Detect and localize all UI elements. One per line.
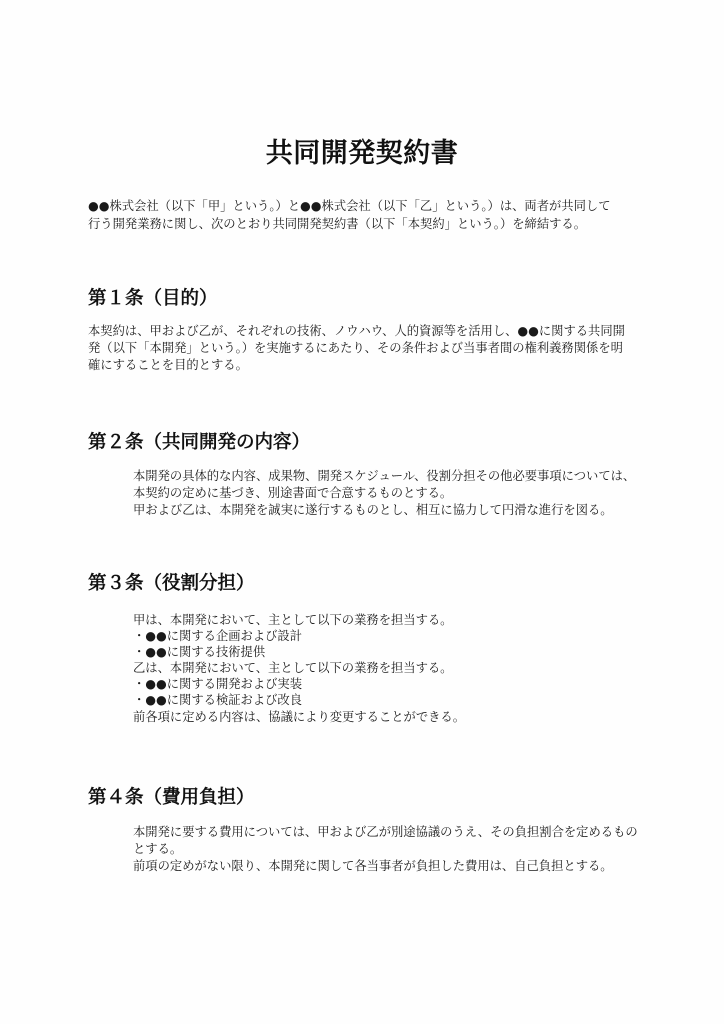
intro-line: 行う開発業務に関し、次のとおり共同開発契約書（以下「本契約」という。）を締結する。 xyxy=(88,217,587,231)
article-4-body xyxy=(133,824,638,875)
article-line: 本開発に要する費用については、甲および乙が別途協議のうえ、その負担割合を定めるもの xyxy=(133,825,638,839)
article-1-body xyxy=(88,323,625,374)
article-line: 乙は、本開発において、主として以下の業務を担当する。 xyxy=(133,661,453,676)
intro-line: ●●株式会社（以下「甲」という。）と●●株式会社（以下「乙」という。）は、両者が共同して xyxy=(88,199,611,213)
bullet-item: ・●●に関する技術提供 xyxy=(133,645,266,660)
article-line: 前各項に定める内容は、協議により変更することができる。 xyxy=(133,709,466,724)
article-line: 本契約の定めに基づき、別途書面で合意するものとする。 xyxy=(133,486,453,500)
article-line: 発（以下「本開発」という。）を実施するにあたり、その条件および当事者間の権利義務関係を明 xyxy=(88,341,623,355)
article-2-body xyxy=(133,468,635,519)
bullet-item: ・●●に関する開発および実装 xyxy=(133,677,303,692)
article-4-heading: 第４条（費用負担） xyxy=(88,787,255,808)
document-title: 共同開発契約書 xyxy=(265,138,459,170)
article-1-heading: 第１条（目的） xyxy=(88,288,218,309)
article-line: とする。 xyxy=(133,842,183,856)
article-line: 本契約は、甲および乙が、それぞれの技術、ノウハウ、人的資源等を活用し、●●に関する共同開 xyxy=(88,324,625,338)
bullet-item: ・●●に関する検証および改良 xyxy=(133,693,303,708)
article-2-heading: 第２条（共同開発の内容） xyxy=(88,432,311,453)
article-line: 甲および乙は、本開発を誠実に遂行するものとし、相互に協力して円滑な進行を図る。 xyxy=(133,503,613,517)
article-line: 本開発の具体的な内容、成果物、開発スケジュール、役割分担その他必要事項については、 xyxy=(133,469,636,483)
article-3-body xyxy=(133,612,465,725)
bullet-item: ・●●に関する企画および設計 xyxy=(133,629,303,644)
article-line: 確にすることを目的とする。 xyxy=(88,358,248,372)
article-3-heading: 第３条（役割分担） xyxy=(88,573,255,594)
intro-paragraph xyxy=(88,197,648,233)
article-line: 甲は、本開発において、主として以下の業務を担当する。 xyxy=(133,613,453,627)
article-line: 前項の定めがない限り、本開発に関して各当事者が負担した費用は、自己負担とする。 xyxy=(133,859,613,873)
